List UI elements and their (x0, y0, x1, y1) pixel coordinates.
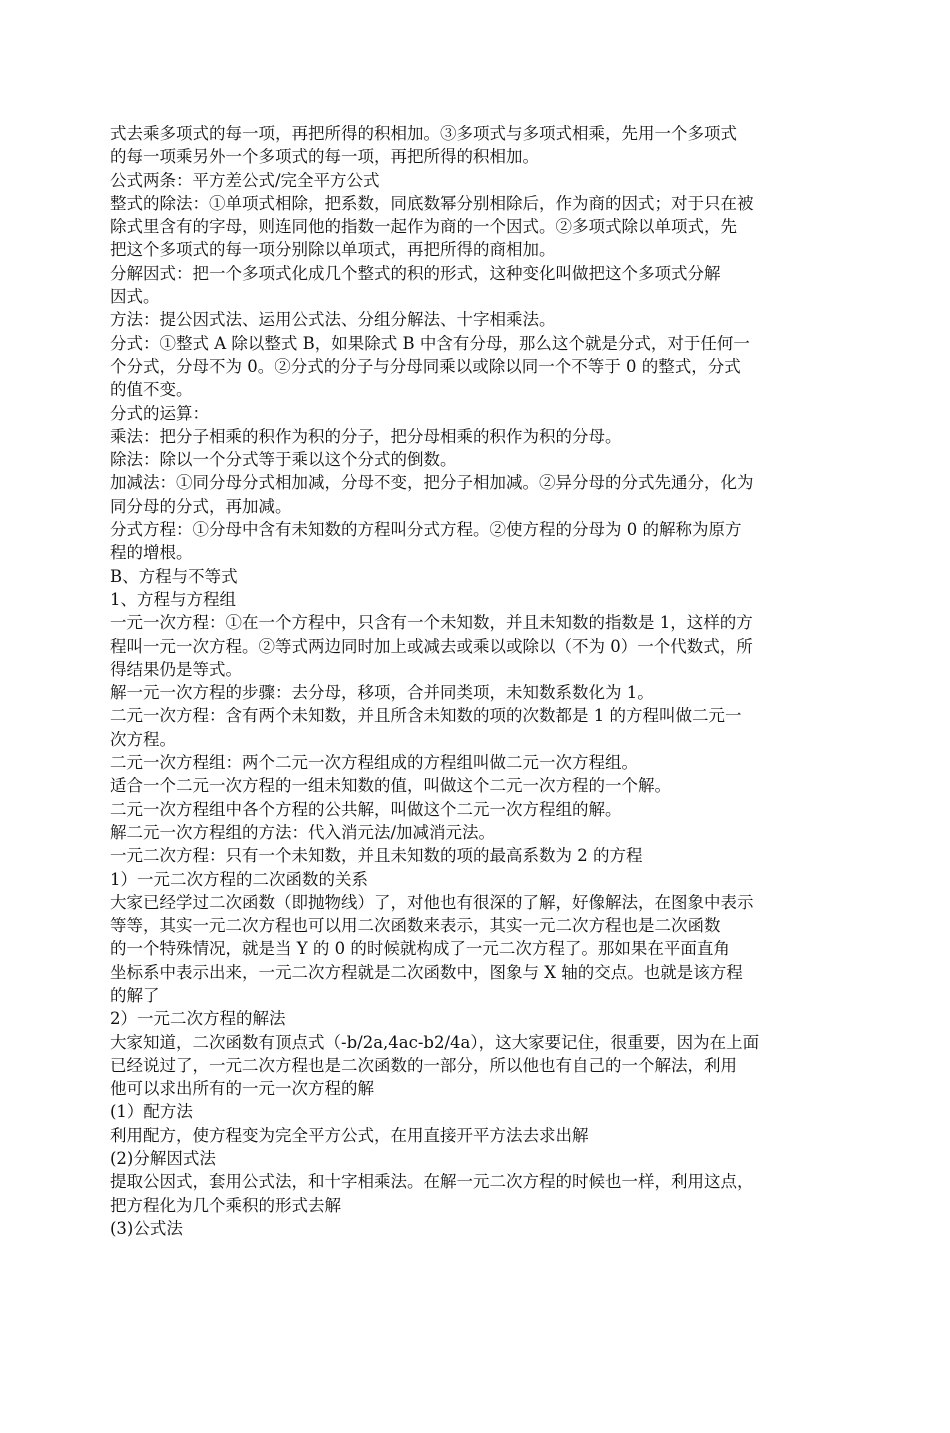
text-line: 大家已经学过二次函数（即抛物线）了，对他也有很深的了解，好像解法，在图象中表示 (110, 892, 754, 912)
text-line: 解一元一次方程的步骤：去分母，移项，合并同类项，未知数系数化为 1。 (110, 683, 654, 703)
text-line: 一元一次方程：①在一个方程中，只含有一个未知数，并且未知数的指数是 1，这样的方 (110, 613, 753, 633)
text-line: 二元一次方程组中各个方程的公共解，叫做这个二元一次方程组的解。 (110, 799, 622, 819)
text-line: 程叫一元一次方程。②等式两边同时加上或减去或乘以或除以（不为 0）一个代数式，所 (110, 636, 753, 656)
text-line: 因式。 (110, 287, 160, 307)
text-line: 的解了 (110, 985, 160, 1005)
text-line: 把方程化为几个乘积的形式去解 (110, 1195, 341, 1215)
text-line: 把这个多项式的每一项分别除以单项式，再把所得的商相加。 (110, 240, 556, 260)
text-line: 除式里含有的字母，则连同他的指数一起作为商的一个因式。②多项式除以单项式，先 (110, 217, 737, 237)
text-line: 利用配方，使方程变为完全平方公式，在用直接开平方法去求出解 (110, 1125, 589, 1145)
text-line: 大家知道，二次函数有顶点式（-b/2a,4ac-b2/4a），这大家要记住，很重要，因为在上面 (110, 1032, 760, 1052)
subsection-heading: (3)公式法 (110, 1218, 183, 1238)
text-line: 分式：①整式 A 除以整式 B，如果除式 B 中含有分母，那么这个就是分式，对于任何一 (110, 333, 750, 353)
text-line: 一元二次方程：只有一个未知数，并且未知数的项的最高系数为 2 的方程 (110, 846, 643, 866)
text-line: 适合一个二元一次方程的一组未知数的值，叫做这个二元一次方程的一个解。 (110, 776, 671, 796)
text-line: 得结果仍是等式。 (110, 659, 242, 679)
text-line: 方法：提公因式法、运用公式法、分组分解法、十字相乘法。 (110, 310, 556, 330)
text-line: 式去乘多项式的每一项，再把所得的积相加。③多项式与多项式相乘，先用一个多项式 (110, 124, 737, 143)
document-body (110, 122, 790, 1240)
subsection-heading: 1）一元二次方程的二次函数的关系 (110, 869, 368, 889)
text-line: 分式方程：①分母中含有未知数的方程叫分式方程。②使方程的分母为 0 的解称为原方 (110, 520, 742, 540)
text-line: 整式的除法：①单项式相除，把系数，同底数幂分别相除后，作为商的因式；对于只在被 (110, 193, 754, 213)
text-line: 分式的运算： (110, 403, 209, 423)
text-line: 加减法：①同分母分式相加减，分母不变，把分子相加减。②异分母的分式先通分，化为 (110, 473, 754, 493)
text-line: 他可以求出所有的一元一次方程的解 (110, 1079, 374, 1099)
subsection-heading: 2）一元二次方程的解法 (110, 1009, 286, 1029)
subsection-heading: 1、方程与方程组 (110, 589, 236, 609)
text-line: 的每一项乘另外一个多项式的每一项，再把所得的积相加。 (110, 147, 539, 167)
text-line: 的值不变。 (110, 380, 193, 400)
text-line: 程的增根。 (110, 543, 193, 563)
text-line: 分解因式：把一个多项式化成几个整式的积的形式，这种变化叫做把这个多项式分解 (110, 263, 721, 283)
text-line: 个分式，分母不为 0。②分式的分子与分母同乘以或除以同一个不等于 0 的整式，分式 (110, 356, 741, 376)
subsection-heading: (2)分解因式法 (110, 1149, 216, 1169)
text-line: 二元一次方程：含有两个未知数，并且所含未知数的项的次数都是 1 的方程叫做二元一 (110, 706, 742, 726)
text-line: 等等，其实一元二次方程也可以用二次函数来表示，其实一元二次方程也是二次函数 (110, 916, 721, 936)
subsection-heading: (1）配方法 (110, 1102, 193, 1122)
text-line: 已经说过了，一元二次方程也是二次函数的一部分，所以他也有自己的一个解法，利用 (110, 1055, 737, 1075)
text-line: 的一个特殊情况，就是当 Y 的 0 的时候就构成了一元二次方程了。那如果在平面直角 (110, 939, 730, 959)
text-line: 提取公因式，套用公式法，和十字相乘法。在解一元二次方程的时候也一样，利用这点， (110, 1172, 754, 1192)
text-line: 同分母的分式，再加减。 (110, 496, 292, 516)
text-line: 坐标系中表示出来，一元二次方程就是二次函数中，图象与 X 轴的交点。也就是该方程 (110, 962, 743, 982)
text-line: 二元一次方程组：两个二元一次方程组成的方程组叫做二元一次方程组。 (110, 753, 638, 773)
section-heading: B、方程与不等式 (110, 566, 238, 586)
text-line: 公式两条：平方差公式/完全平方公式 (110, 170, 380, 190)
text-line: 解二元一次方程组的方法：代入消元法/加减消元法。 (110, 822, 496, 842)
text-line: 乘法：把分子相乘的积作为积的分子，把分母相乘的积作为积的分母。 (110, 426, 622, 446)
text-line: 除法：除以一个分式等于乘以这个分式的倒数。 (110, 450, 457, 470)
text-line: 次方程。 (110, 729, 176, 749)
